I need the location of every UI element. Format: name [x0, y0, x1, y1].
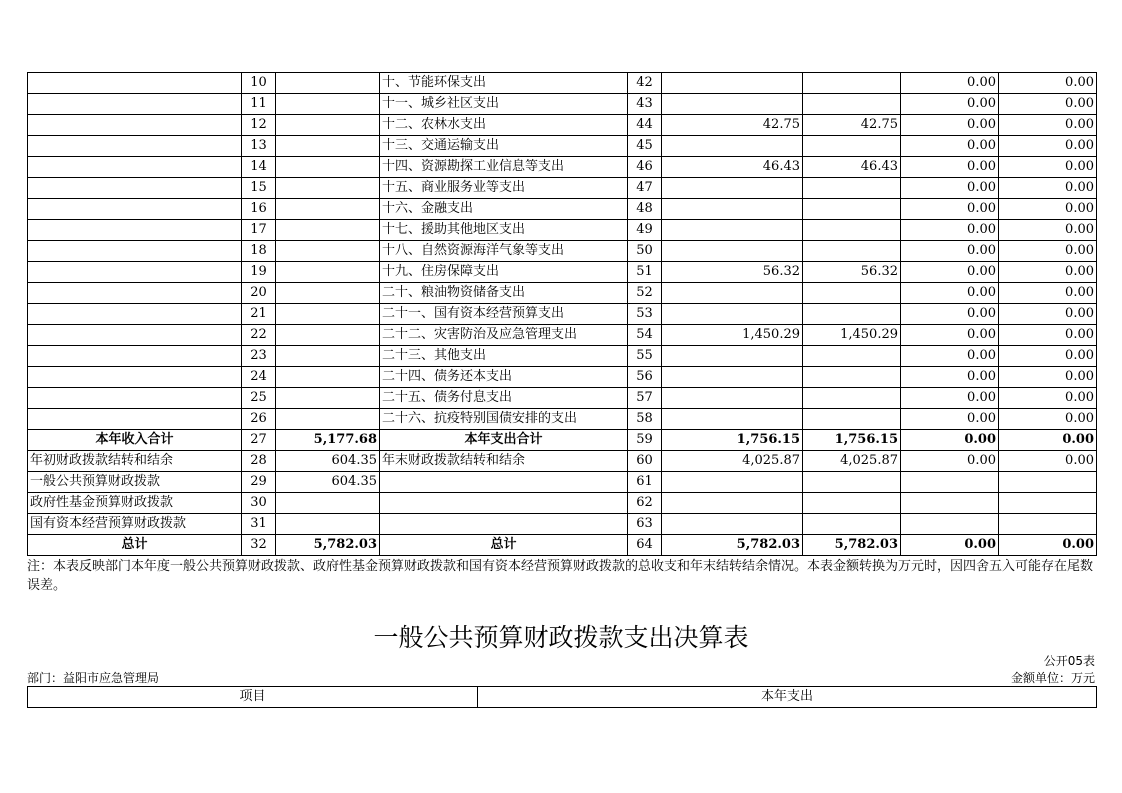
income-expense-table: [27, 72, 1097, 556]
table-code: 公开05表: [1043, 654, 1095, 668]
table-cell-c3: [276, 241, 380, 262]
table-cell-c4: 十八、自然资源海洋气象等支出: [380, 241, 628, 262]
table-cell-c9: 0.00: [999, 199, 1097, 220]
table-cell-c4: 十三、交通运输支出: [380, 136, 628, 157]
table-cell-c6: 42.75: [662, 115, 803, 136]
table-cell-c8: 0.00: [901, 304, 999, 325]
table-cell-c8: 0.00: [901, 409, 999, 430]
table-cell-c5: 53: [628, 304, 662, 325]
table-cell-c1: 本年收入合计: [28, 430, 242, 451]
unit-label: 金额单位：万元: [1010, 671, 1095, 685]
table-cell-c1: [28, 367, 242, 388]
table-cell-c5: 47: [628, 178, 662, 199]
table-cell-c2: 27: [242, 430, 276, 451]
table-cell-c9: 0.00: [999, 157, 1097, 178]
table-cell-c4: [380, 472, 628, 493]
table-cell-c7: 56.32: [803, 262, 901, 283]
table-cell-c5: 44: [628, 115, 662, 136]
table-row: [28, 241, 1097, 262]
table-cell-c1: [28, 73, 242, 94]
table-cell-c6: [662, 94, 803, 115]
table-cell-c7: 1,450.29: [803, 325, 901, 346]
table-cell-c7: [803, 94, 901, 115]
table-cell-c1: [28, 115, 242, 136]
table-cell-c1: 政府性基金预算财政拨款: [28, 493, 242, 514]
table-cell-c6: [662, 73, 803, 94]
table-cell-c8: 0.00: [901, 367, 999, 388]
table-cell-c2: 14: [242, 157, 276, 178]
table-cell-c2: 25: [242, 388, 276, 409]
table-cell-c3: [276, 262, 380, 283]
table-cell-c1: [28, 136, 242, 157]
page-title: 一般公共预算财政拨款支出决算表: [373, 623, 749, 652]
table-cell-c3: [276, 136, 380, 157]
table-cell-c6: [662, 346, 803, 367]
table-cell-c8: 0.00: [901, 94, 999, 115]
table-cell-c9: 0.00: [999, 283, 1097, 304]
table-cell-c6: [662, 388, 803, 409]
table-note: 注：本表反映部门本年度一般公共预算财政拨款、政府性基金预算财政拨款和国有资本经营预算财政拨款的总收支和年末结转结余情况。本表金额转换为万元时，因四舍五入可能存在尾数误差。: [27, 559, 1094, 593]
table-cell-c9: 0.00: [999, 367, 1097, 388]
table-cell-c3: [276, 346, 380, 367]
table-row: [28, 346, 1097, 367]
table-cell-c5: 59: [628, 430, 662, 451]
table-cell-c3: [276, 220, 380, 241]
table-cell-c7: [803, 388, 901, 409]
table-cell-c4: 二十二、灾害防治及应急管理支出: [380, 325, 628, 346]
table-cell-c3: 5,177.68: [276, 430, 380, 451]
table-row: [28, 157, 1097, 178]
table-cell-c8: [901, 514, 999, 535]
table-cell-c9: [999, 514, 1097, 535]
table-cell-c4: 十六、金融支出: [380, 199, 628, 220]
table-cell-c6: 46.43: [662, 157, 803, 178]
table-cell-c9: 0.00: [999, 325, 1097, 346]
department-label: 部门：益阳市应急管理局: [27, 671, 160, 685]
table-cell-c5: 43: [628, 94, 662, 115]
table-cell-c3: 604.35: [276, 472, 380, 493]
table-cell-c7: [803, 73, 901, 94]
table-cell-c4: 二十四、债务还本支出: [380, 367, 628, 388]
table-cell-c7: 46.43: [803, 157, 901, 178]
table-row: [28, 262, 1097, 283]
table-cell-c5: 42: [628, 73, 662, 94]
table-row: [28, 136, 1097, 157]
table-cell-c7: [803, 514, 901, 535]
table-row: [28, 94, 1097, 115]
table-cell-c2: 23: [242, 346, 276, 367]
table-cell-c2: 19: [242, 262, 276, 283]
table-cell-c2: 15: [242, 178, 276, 199]
table-row: [28, 178, 1097, 199]
table-cell-c4: 十七、援助其他地区支出: [380, 220, 628, 241]
table-cell-c8: 0.00: [901, 73, 999, 94]
table-cell-c3: [276, 493, 380, 514]
table-cell-c8: 0.00: [901, 283, 999, 304]
table-cell-c4: 二十五、债务付息支出: [380, 388, 628, 409]
table-body: [28, 73, 1097, 556]
table-cell-c2: 22: [242, 325, 276, 346]
table-cell-c6: [662, 493, 803, 514]
table-row: [28, 115, 1097, 136]
table-cell-c8: 0.00: [901, 157, 999, 178]
table-cell-c8: 0.00: [901, 136, 999, 157]
table-cell-c6: [662, 409, 803, 430]
table-cell-c7: [803, 199, 901, 220]
table-row: [28, 409, 1097, 430]
table-cell-c6: [662, 241, 803, 262]
table-cell-c3: [276, 73, 380, 94]
table-cell-c4: 二十、粮油物资储备支出: [380, 283, 628, 304]
table-cell-c1: [28, 325, 242, 346]
table-cell-c2: 28: [242, 451, 276, 472]
table-cell-c8: 0.00: [901, 535, 999, 556]
table-cell-c5: 45: [628, 136, 662, 157]
table-cell-c4: 二十一、国有资本经营预算支出: [380, 304, 628, 325]
table-cell-c7: 4,025.87: [803, 451, 901, 472]
table-row: [28, 430, 1097, 451]
table-cell-c9: [999, 472, 1097, 493]
table-cell-c6: 5,782.03: [662, 535, 803, 556]
table-cell-c2: 30: [242, 493, 276, 514]
table-cell-c2: 10: [242, 73, 276, 94]
table-cell-c2: 11: [242, 94, 276, 115]
table-cell-c5: 50: [628, 241, 662, 262]
table-cell-c3: [276, 115, 380, 136]
table-cell-c9: 0.00: [999, 136, 1097, 157]
table-cell-c4: 十、节能环保支出: [380, 73, 628, 94]
table-row: [28, 73, 1097, 94]
table-cell-c2: 18: [242, 241, 276, 262]
table-cell-c5: 54: [628, 325, 662, 346]
table-cell-c9: 0.00: [999, 241, 1097, 262]
table-cell-c1: [28, 304, 242, 325]
table-cell-c6: [662, 472, 803, 493]
table-row: [28, 535, 1097, 556]
table-cell-c2: 32: [242, 535, 276, 556]
table-cell-c2: 16: [242, 199, 276, 220]
table-cell-c9: 0.00: [999, 178, 1097, 199]
table-cell-c1: [28, 199, 242, 220]
table-cell-c7: [803, 409, 901, 430]
table-cell-c5: 51: [628, 262, 662, 283]
table-cell-c7: [803, 304, 901, 325]
table-cell-c1: [28, 241, 242, 262]
table-cell-c7: 5,782.03: [803, 535, 901, 556]
table-cell-c8: 0.00: [901, 262, 999, 283]
table-cell-c3: [276, 94, 380, 115]
table-row: [28, 388, 1097, 409]
table-cell-c5: 62: [628, 493, 662, 514]
table-row: [28, 493, 1097, 514]
table-cell-c8: [901, 493, 999, 514]
table-cell-c7: [803, 346, 901, 367]
table-cell-c3: [276, 199, 380, 220]
table-cell-c8: [901, 472, 999, 493]
table-cell-c2: 13: [242, 136, 276, 157]
table-cell-c7: [803, 220, 901, 241]
table-cell-c6: [662, 178, 803, 199]
table-row: [28, 325, 1097, 346]
table-cell-c7: [803, 283, 901, 304]
table-cell-c3: [276, 178, 380, 199]
table-cell-c4: 十四、资源勘探工业信息等支出: [380, 157, 628, 178]
table-cell-c4: 十二、农林水支出: [380, 115, 628, 136]
table-cell-c6: [662, 367, 803, 388]
table-cell-c8: 0.00: [901, 451, 999, 472]
table-cell-c4: 本年支出合计: [380, 430, 628, 451]
table-cell-c2: 31: [242, 514, 276, 535]
table-cell-c5: 60: [628, 451, 662, 472]
table-row: [28, 220, 1097, 241]
table-cell-c4: 十一、城乡社区支出: [380, 94, 628, 115]
table-cell-c6: 4,025.87: [662, 451, 803, 472]
table-cell-c3: 5,782.03: [276, 535, 380, 556]
table-cell-c1: [28, 262, 242, 283]
table-cell-c1: 一般公共预算财政拨款: [28, 472, 242, 493]
table-cell-c4: 二十三、其他支出: [380, 346, 628, 367]
table-row: [28, 472, 1097, 493]
table-cell-c1: 总计: [28, 535, 242, 556]
table-cell-c5: 63: [628, 514, 662, 535]
table-cell-c9: [999, 493, 1097, 514]
table-cell-c1: [28, 94, 242, 115]
table-cell-c8: 0.00: [901, 220, 999, 241]
table-cell-c2: 20: [242, 283, 276, 304]
table-cell-c5: 64: [628, 535, 662, 556]
table-row: [28, 451, 1097, 472]
table-row: [28, 514, 1097, 535]
table-cell-c2: 26: [242, 409, 276, 430]
table-row: [28, 367, 1097, 388]
table-cell-c3: [276, 283, 380, 304]
table-cell-c6: [662, 199, 803, 220]
table-cell-c7: 42.75: [803, 115, 901, 136]
header-current-year: 本年支出: [478, 687, 1097, 708]
table-cell-c8: 0.00: [901, 241, 999, 262]
table-cell-c6: [662, 304, 803, 325]
table-cell-c7: 1,756.15: [803, 430, 901, 451]
header-item: 项目: [28, 687, 478, 708]
table-cell-c2: 29: [242, 472, 276, 493]
table-cell-c9: 0.00: [999, 94, 1097, 115]
table-cell-c9: 0.00: [999, 220, 1097, 241]
table-cell-c8: 0.00: [901, 178, 999, 199]
table-cell-c5: 48: [628, 199, 662, 220]
table-cell-c6: [662, 220, 803, 241]
table-cell-c9: 0.00: [999, 451, 1097, 472]
table-cell-c8: 0.00: [901, 430, 999, 451]
table-cell-c9: 0.00: [999, 346, 1097, 367]
table-cell-c6: [662, 283, 803, 304]
table-cell-c3: 604.35: [276, 451, 380, 472]
table-cell-c8: 0.00: [901, 325, 999, 346]
table-cell-c4: 二十六、抗疫特别国债安排的支出: [380, 409, 628, 430]
table-row: [28, 304, 1097, 325]
table-cell-c9: 0.00: [999, 304, 1097, 325]
table-cell-c4: 十五、商业服务业等支出: [380, 178, 628, 199]
table-cell-c2: 21: [242, 304, 276, 325]
table-cell-c6: 1,450.29: [662, 325, 803, 346]
table-cell-c5: 46: [628, 157, 662, 178]
table-cell-c9: 0.00: [999, 409, 1097, 430]
table-cell-c7: [803, 241, 901, 262]
table-cell-c8: 0.00: [901, 199, 999, 220]
table-row: [28, 199, 1097, 220]
table-cell-c5: 52: [628, 283, 662, 304]
table-cell-c5: 56: [628, 367, 662, 388]
table-cell-c1: [28, 409, 242, 430]
table-cell-c6: 56.32: [662, 262, 803, 283]
table-cell-c3: [276, 514, 380, 535]
table-cell-c9: 0.00: [999, 73, 1097, 94]
table-cell-c5: 58: [628, 409, 662, 430]
table-cell-c7: [803, 367, 901, 388]
table-cell-c2: 24: [242, 367, 276, 388]
table-cell-c2: 17: [242, 220, 276, 241]
table-cell-c8: 0.00: [901, 115, 999, 136]
table-cell-c1: [28, 220, 242, 241]
table-cell-c5: 55: [628, 346, 662, 367]
table-cell-c4: [380, 514, 628, 535]
table-cell-c1: [28, 283, 242, 304]
table-cell-c5: 49: [628, 220, 662, 241]
table-cell-c9: 0.00: [999, 535, 1097, 556]
table-cell-c9: 0.00: [999, 388, 1097, 409]
table-cell-c8: 0.00: [901, 388, 999, 409]
table-cell-c3: [276, 157, 380, 178]
table-cell-c6: [662, 136, 803, 157]
table-cell-c1: [28, 157, 242, 178]
table-cell-c1: 年初财政拨款结转和结余: [28, 451, 242, 472]
table-cell-c1: 国有资本经营预算财政拨款: [28, 514, 242, 535]
table-cell-c1: [28, 346, 242, 367]
table-cell-c8: 0.00: [901, 346, 999, 367]
table-cell-c7: [803, 136, 901, 157]
table-cell-c4: 总计: [380, 535, 628, 556]
table-cell-c5: 61: [628, 472, 662, 493]
table-cell-c1: [28, 178, 242, 199]
table-cell-c2: 12: [242, 115, 276, 136]
table-cell-c5: 57: [628, 388, 662, 409]
table-cell-c7: [803, 178, 901, 199]
table-cell-c7: [803, 493, 901, 514]
header-row: [28, 687, 1097, 708]
table-cell-c9: 0.00: [999, 430, 1097, 451]
table-cell-c3: [276, 304, 380, 325]
table-row: [28, 283, 1097, 304]
table-cell-c3: [276, 409, 380, 430]
table-cell-c4: 年末财政拨款结转和结余: [380, 451, 628, 472]
table-cell-c6: 1,756.15: [662, 430, 803, 451]
table-cell-c3: [276, 325, 380, 346]
table-cell-c6: [662, 514, 803, 535]
table-cell-c3: [276, 388, 380, 409]
table-cell-c4: 十九、住房保障支出: [380, 262, 628, 283]
table-cell-c7: [803, 472, 901, 493]
table-cell-c4: [380, 493, 628, 514]
table-cell-c1: [28, 388, 242, 409]
table-cell-c9: 0.00: [999, 115, 1097, 136]
table-cell-c3: [276, 367, 380, 388]
expenditure-header-table: [27, 686, 1097, 708]
table-cell-c9: 0.00: [999, 262, 1097, 283]
